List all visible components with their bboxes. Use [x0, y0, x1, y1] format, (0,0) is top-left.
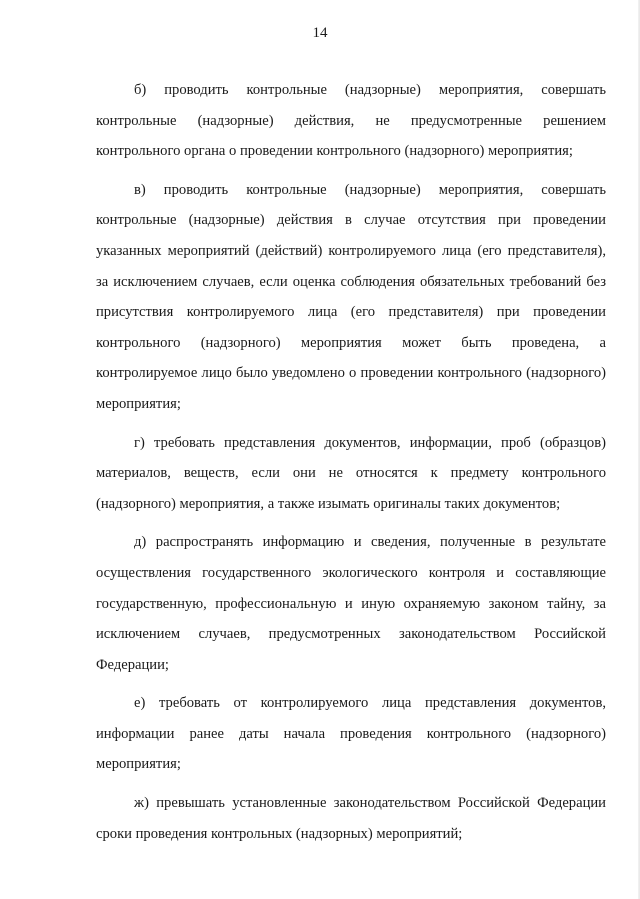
paragraph-e: е) требовать от контролируемого лица представления документов, информации ранее даты начала проведения контрольного (надзорного) мероприятия;: [96, 695, 606, 773]
page-number: 14: [312, 25, 328, 41]
document-body: [96, 75, 606, 849]
paragraph-zh: ж) превышать установленные законодательством Российской Федерации сроки проведения контрольных (надзорных) мероприятий;: [96, 795, 606, 842]
paragraph-g: г) требовать представления документов, информации, проб (образцов) материалов, веществ, если они не относятся к предмету контрольного (надзорного) мероприятия, а также изымать оригиналы таких документов;: [96, 434, 606, 512]
paragraph-d: д) распространять информацию и сведения, полученные в результате осуществления государственного экологического контроля и составляющие государственную, профессиональную и иную охраняемую законом тайну, за исключением случаев, предусмотренных законодательством Российской Федерации;: [96, 534, 606, 673]
paragraph-v: в) проводить контрольные (надзорные) мероприятия, совершать контрольные (надзорные) действия в случае отсутствия при проведении указанных мероприятий (действий) контролируемого лица (его представителя), за исключением случаев, если оценка соблюдения обязательных требований без присутствия контролируемого лица (его представителя) при проведении контрольного (надзорного) мероприятия может быть проведена, а контролируемое лицо было уведомлено о проведении контрольного (надзорного) мероприятия;: [96, 181, 606, 412]
paragraph-b: б) проводить контрольные (надзорные) мероприятия, совершать контрольные (надзорные) действия, не предусмотренные решением контрольного органа о проведении контрольного (надзорного) мероприятия;: [96, 82, 606, 160]
